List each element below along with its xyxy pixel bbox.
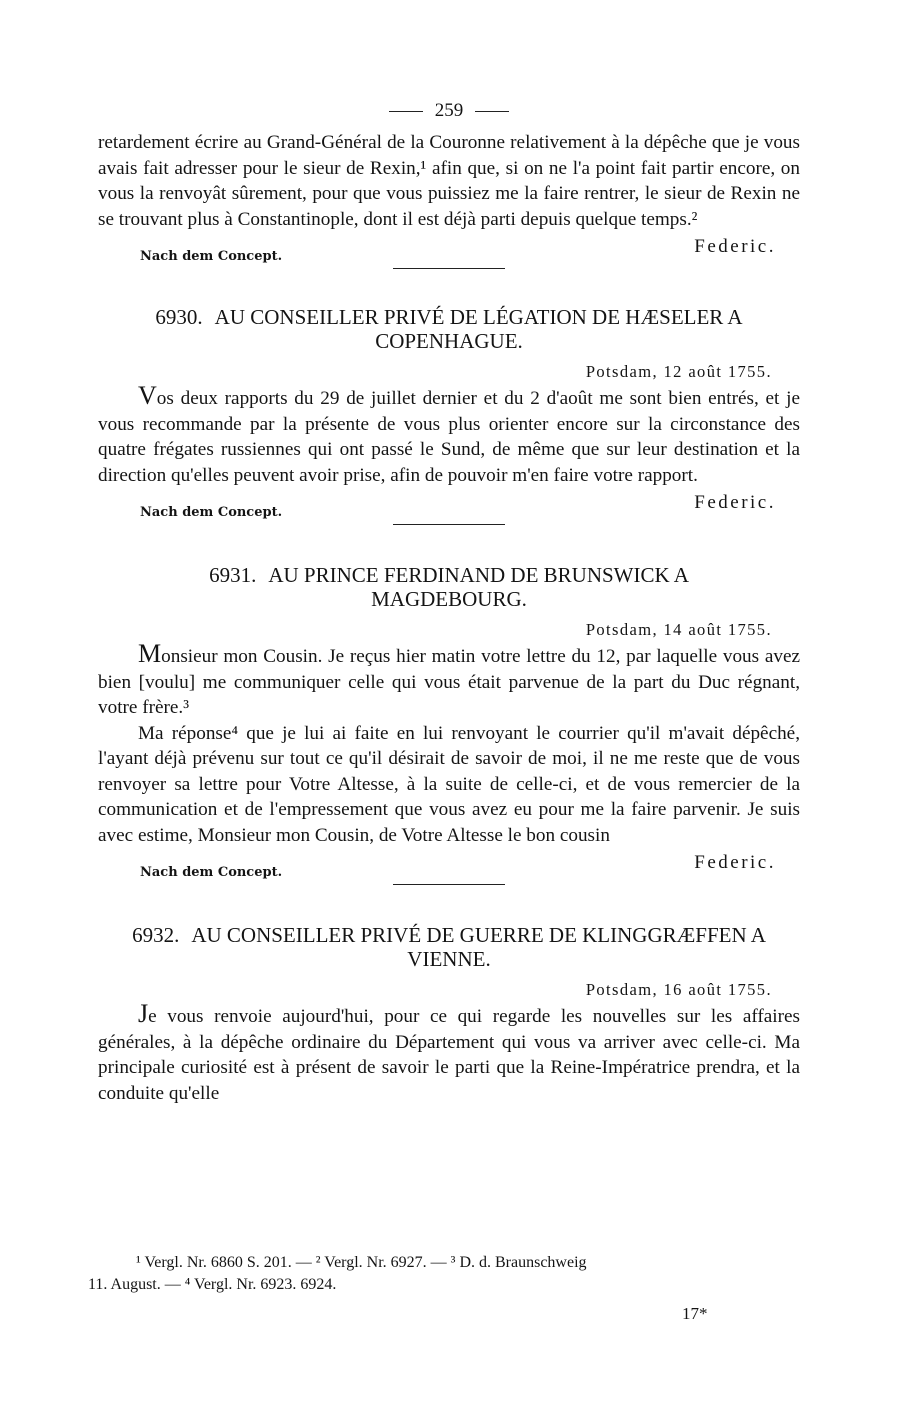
- dateline: Potsdam, 12 août 1755.: [585, 362, 772, 381]
- letter-paragraph: [98, 1001, 800, 1106]
- footnote-line: ¹ Vergl. Nr. 6860 S. 201. — ² Vergl. Nr. 6927. — ³ D. d. Braunschweig: [136, 1254, 587, 1271]
- paragraph-text: os deux rapports du 29 de juillet dernier et du 2 d'août me sont bien entrés, et je vous recommande par la présente de vous plus orienter encore sur la circonstance des quatre frégates russiennes qui ont passé le Sund, de même que sur leur destination et la direction qu'elles peuvent avoir prise, afin de pouvoir m'en faire votre rapport.: [98, 388, 800, 486]
- printer-signature-mark: 17*: [682, 1304, 708, 1323]
- dateline: Potsdam, 14 août 1755.: [585, 620, 772, 639]
- continuation-signature-row: [98, 232, 800, 266]
- signature: Federic.: [694, 852, 776, 873]
- letter-paragraph: Ma réponse⁴ que je lui ai faite en lui renvoyant le courrier qu'il m'avait dépêché, l'ayant déjà prévenu sur tout ce qu'il désirait de savoir de moi, il ne me reste que de vous renvoyer sa lettre pour Votre Altesse, à la suite de celle-ci, et de vous remercier de la communication et de l'empressement que vous avez eu pour me la faire parvenir. Je suis avec estime, Monsieur mon Cousin, de Votre Altesse le bon cousin: [98, 722, 800, 846]
- letter-signature-row: [98, 488, 800, 522]
- footnotes: [88, 1252, 802, 1296]
- page-header: [98, 92, 800, 130]
- section-rule: [393, 268, 505, 269]
- letter-paragraph: [98, 641, 800, 721]
- letter-heading: [98, 305, 800, 353]
- letter-heading: [98, 563, 800, 611]
- letter-title: AU PRINCE FERDINAND DE BRUNSWICK A MAGDEBOURG.: [268, 563, 689, 611]
- signature: Federic.: [694, 236, 776, 257]
- page-number: 259: [434, 100, 464, 121]
- page-body: [98, 92, 800, 1106]
- signature: Federic.: [694, 492, 776, 513]
- header-dash-right: [475, 111, 509, 112]
- letter-paragraph: [98, 383, 800, 488]
- letter-number: 6931.: [209, 563, 257, 587]
- dropcap: J: [138, 999, 149, 1028]
- header-dash-left: [389, 111, 423, 112]
- paragraph-text: e vous renvoie aujourd'hui, pour ce qui regarde les nouvelles sur les affaires générales, à la dépêche ordinaire du Département qui vous va arriver avec celle-ci. Ma principale curiosité est à présent de savoir le parti que la Reine-Impératrice prendra, et la conduite qu'elle: [98, 1006, 800, 1104]
- source-note: Nach dem Concept.: [140, 865, 283, 880]
- letter-title: AU CONSEILLER PRIVÉ DE GUERRE DE KLINGGRÆFFEN A VIENNE.: [191, 923, 766, 971]
- letter-title: AU CONSEILLER PRIVÉ DE LÉGATION DE HÆSELER A COPENHAGUE.: [214, 305, 743, 353]
- section-rule: [393, 524, 505, 525]
- section-rule: [393, 884, 505, 885]
- source-note: Nach dem Concept.: [140, 249, 283, 264]
- source-note: Nach dem Concept.: [140, 505, 283, 520]
- dropcap: M: [138, 639, 162, 668]
- dateline: Potsdam, 16 août 1755.: [585, 980, 772, 999]
- letter-number: 6932.: [132, 923, 180, 947]
- continuation-paragraph: retardement écrire au Grand-Général de la Couronne relativement à la dépêche que je vous avais fait adresser pour le sieur de Rexin,¹ afin que, si on ne l'a point fait partir encore, on vous la renvoyât sûrement, pour que vous puissiez me la faire rentrer, le sieur de Rexin ne se trouvant plus à Constantinople, dont il est déjà parti depuis quelque temps.²: [98, 132, 800, 230]
- letter-number: 6930.: [155, 305, 203, 329]
- letter-heading: [98, 923, 800, 971]
- letter-signature-row: [98, 848, 800, 882]
- dropcap: V: [138, 381, 157, 410]
- footnote-line: 11. August. — ⁴ Vergl. Nr. 6923. 6924.: [88, 1276, 337, 1293]
- paragraph-text: onsieur mon Cousin. Je reçus hier matin votre lettre du 12, par laquelle vous avez bien [voulu] me communiquer celle qui vous était parvenue de la part du Duc régnant, votre frère.³: [98, 646, 800, 718]
